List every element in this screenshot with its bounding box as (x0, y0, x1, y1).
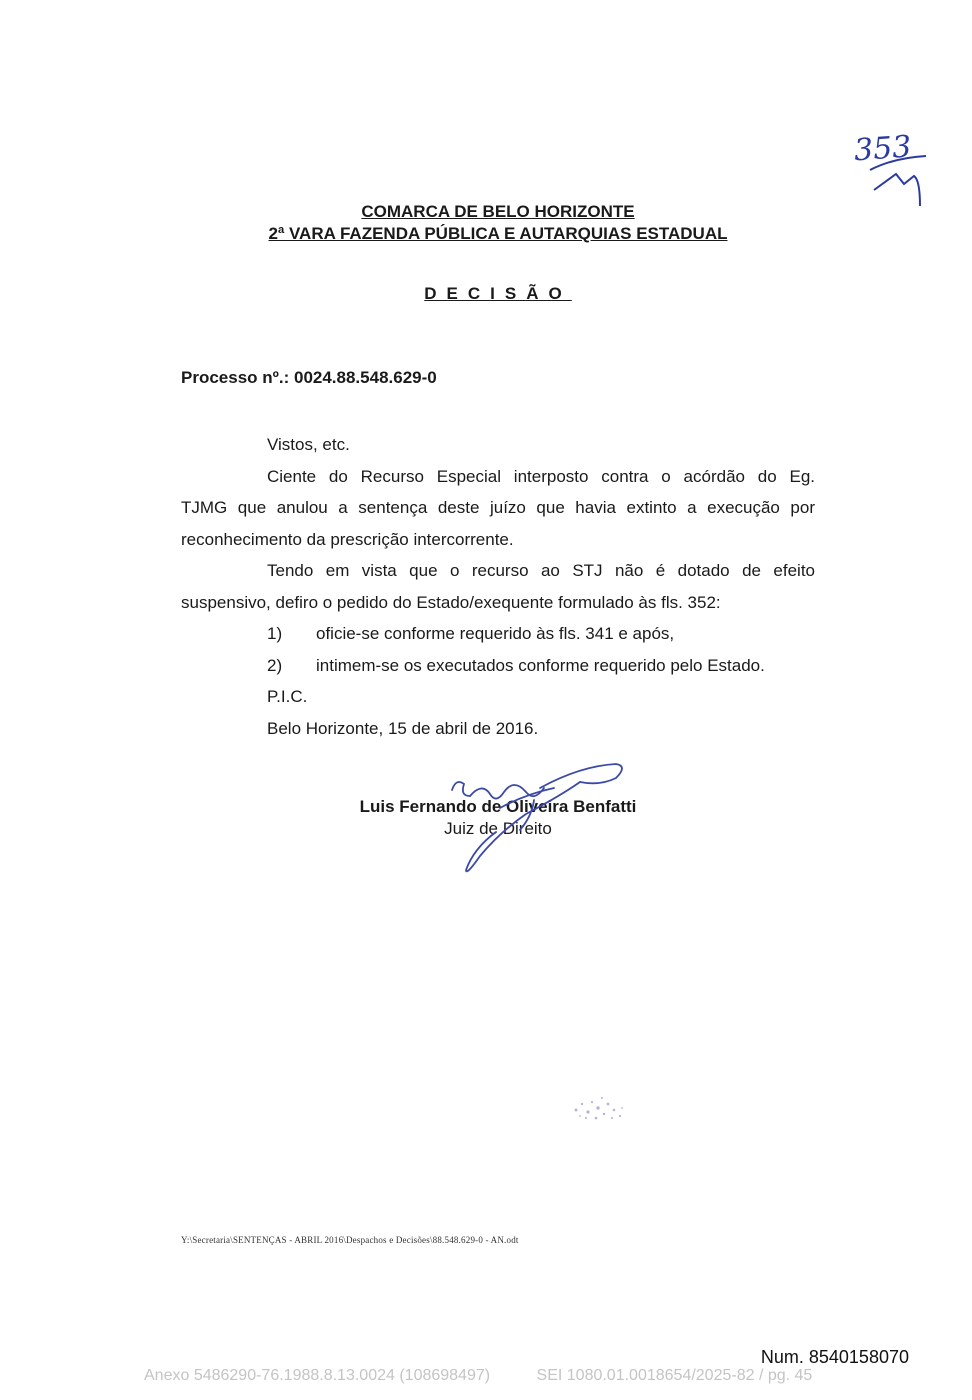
decision-body (181, 429, 815, 744)
opening-line: Vistos, etc. (267, 435, 350, 454)
list-item (181, 650, 815, 682)
list-item (181, 618, 815, 650)
vara-name: 2ª VARA FAZENDA PÚBLICA E AUTARQUIAS ESTADUAL (268, 224, 728, 243)
paragraph-1-line-1: Ciente do Recurso Especial interposto contra o acórdão do Eg. (267, 466, 815, 486)
item-text: oficie-se conforme requerido às fls. 341 e após, (316, 624, 675, 643)
handwritten-signature (430, 752, 630, 882)
item-text: intimem-se os executados conforme requerido pelo Estado. (316, 655, 765, 675)
process-number: 0024.88.548.629-0 (293, 368, 437, 387)
annex-reference-line (144, 1367, 812, 1385)
place-date-line: Belo Horizonte, 15 de abril de 2016. (267, 718, 539, 738)
process-label: Processo nº.: (181, 368, 290, 387)
item-number: 1) (267, 624, 283, 643)
signer-role: Juiz de Direito (444, 819, 552, 838)
item-number: 2) (267, 655, 283, 675)
court-name: COMARCA DE BELO HORIZONTE (361, 202, 635, 221)
decision-title: DECISÃO (424, 284, 572, 303)
paragraph-2-line-1: Tendo em vista que o recurso ao STJ não é dotado de efeito (267, 561, 815, 580)
paragraph-1-line-2: TJMG que anulou a sentença deste juízo que havia extinto a execução por (181, 498, 815, 517)
court-header (0, 201, 972, 245)
signer-name: Luis Fernando de Oliveira Benfatti (359, 797, 637, 816)
process-number-line (181, 368, 437, 388)
stamp-smudge (562, 1088, 634, 1128)
pic-line: P.I.C. (267, 687, 308, 706)
folio-number: 353 (852, 129, 913, 169)
paragraph-1-line-3: reconhecimento da prescrição intercorrente. (181, 529, 514, 549)
sei-reference: SEI 1080.01.0018654/2025-82 / pg. 45 (536, 1367, 813, 1384)
document-number: Num. 8540158070 (760, 1347, 909, 1367)
footer-file-path: Y:\Secretaria\SENTENÇAS - ABRIL 2016\Despachos e Decisões\88.548.629-0 - AN.odt (181, 1235, 519, 1245)
annex-reference: Anexo 5486290-76.1988.8.13.0024 (108698497) (144, 1367, 491, 1384)
paragraph-2-line-2: suspensivo, defiro o pedido do Estado/exequente formulado às fls. 352: (181, 592, 721, 612)
